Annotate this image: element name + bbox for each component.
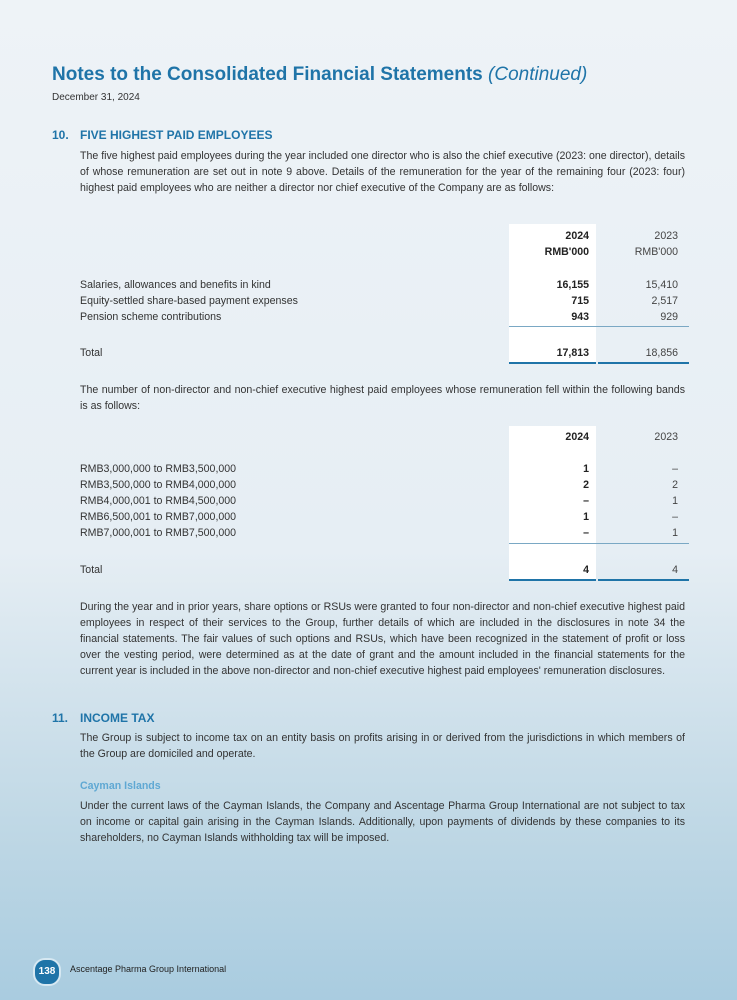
- page-title-text: Notes to the Consolidated Financial Statements: [52, 64, 483, 85]
- table2-row-value-2023: –: [672, 463, 678, 475]
- page-title: [52, 64, 587, 86]
- table2-row-label: RMB6,500,001 to RMB7,000,000: [80, 511, 237, 523]
- section-10-intro: The five highest paid employees during the year included one director who is also the chief executive (2023: one director), details of whose remuneration are set out in note 9 above. Details of the remuneration for the year of the remaining four (2023: four) highest paid employees who are neither a director nor chief executive of the Company are as follows:: [80, 150, 685, 194]
- table1-total-underline-2024: [509, 362, 596, 364]
- table2-total-underline-2023: [598, 579, 689, 581]
- table2-header-2023: 2023: [654, 431, 678, 443]
- table1-row-label: Salaries, allowances and benefits in kind: [80, 279, 271, 291]
- table2-total-underline-2024: [509, 579, 596, 581]
- table2-total-2024: 4: [583, 564, 589, 576]
- table2-row-value-2024: 1: [583, 463, 589, 475]
- section-10-title: FIVE HIGHEST PAID EMPLOYEES: [80, 128, 273, 142]
- cayman-islands-subheading: Cayman Islands: [80, 780, 161, 792]
- table1-row-label: Pension scheme contributions: [80, 311, 222, 323]
- cayman-islands-text: Under the current laws of the Cayman Islands, the Company and Ascentage Pharma Group International are not subject to tax on income or capital gain arising in the Cayman Islands. Additionally, upon payments of dividends by these companies to its shareholders, no Cayman Islands withholding tax will be imposed.: [80, 800, 685, 844]
- section-11-title: INCOME TAX: [80, 711, 155, 725]
- table2-row-value-2024: 1: [583, 511, 589, 523]
- table1-header-2023: 2023: [654, 230, 678, 242]
- table1-total-2023: 18,856: [645, 347, 678, 359]
- table2-row-value-2023: 1: [672, 527, 678, 539]
- table1-row-label: Equity-settled share-based payment expenses: [80, 295, 298, 307]
- table2-row-label: RMB4,000,001 to RMB4,500,000: [80, 495, 237, 507]
- table2-row-label: RMB3,500,000 to RMB4,000,000: [80, 479, 237, 491]
- section-10-number: 10.: [52, 128, 69, 142]
- section-11-intro: The Group is subject to income tax on an entity basis on profits arising in or derived from the jurisdictions in which members of the Group are domiciled and operate.: [80, 732, 685, 760]
- table2-row-label: RMB7,000,001 to RMB7,500,000: [80, 527, 237, 539]
- table2-row-value-2023: 1: [672, 495, 678, 507]
- table2-row-value-2024: –: [583, 527, 589, 539]
- table1-row-value-2023: 2,517: [651, 295, 678, 307]
- table1-unit-2024: RMB'000: [544, 246, 589, 258]
- footer-company-name: Ascentage Pharma Group International: [70, 964, 227, 974]
- section-11-number: 11.: [52, 711, 69, 725]
- table1-total-label: Total: [80, 347, 103, 359]
- table2-row-value-2023: 2: [672, 479, 678, 491]
- table1-row-value-2024: 715: [571, 295, 589, 307]
- table1-row-value-2023: 929: [660, 311, 678, 323]
- table1-highlight-column: [509, 224, 596, 364]
- table2-total-2023: 4: [672, 564, 678, 576]
- page-date: December 31, 2024: [52, 92, 140, 103]
- table2-row-label: RMB3,000,000 to RMB3,500,000: [80, 463, 237, 475]
- table2-header-2024: 2024: [565, 431, 589, 443]
- section-10-bands-intro: The number of non-director and non-chief executive highest paid employees whose remuneration fell within the following bands is as follows:: [80, 384, 685, 412]
- table1-row-value-2023: 15,410: [645, 279, 678, 291]
- table2-row-value-2024: –: [583, 495, 589, 507]
- table1-subtotal-divider: [509, 326, 689, 327]
- table2-total-label: Total: [80, 564, 103, 576]
- table2-row-value-2023: –: [672, 511, 678, 523]
- table1-row-value-2024: 16,155: [556, 279, 589, 291]
- table1-total-2024: 17,813: [556, 347, 589, 359]
- table1-header-2024: 2024: [565, 230, 589, 242]
- table1-unit-2023: RMB'000: [634, 246, 678, 258]
- table1-row-value-2024: 943: [571, 311, 589, 323]
- table1-total-underline-2023: [598, 362, 689, 364]
- page-number-badge: 138: [33, 958, 61, 986]
- section-10-closing: During the year and in prior years, share options or RSUs were granted to four non-director and non-chief executive highest paid employees in respect of their services to the Group, further details of which are included in the disclosures in note 34 the financial statements. The fair values of such options and RSUs, which have been recognized in the statement of profit or loss over the vesting period, were determined as at the date of grant and the amount included in the financial statements for the current year is included in the above non-director and non-chief executive highest paid employees' remuneration disclosures.: [80, 601, 685, 677]
- table2-row-value-2024: 2: [583, 479, 589, 491]
- table2-subtotal-divider: [509, 543, 689, 544]
- page-title-continued: (Continued): [488, 64, 588, 85]
